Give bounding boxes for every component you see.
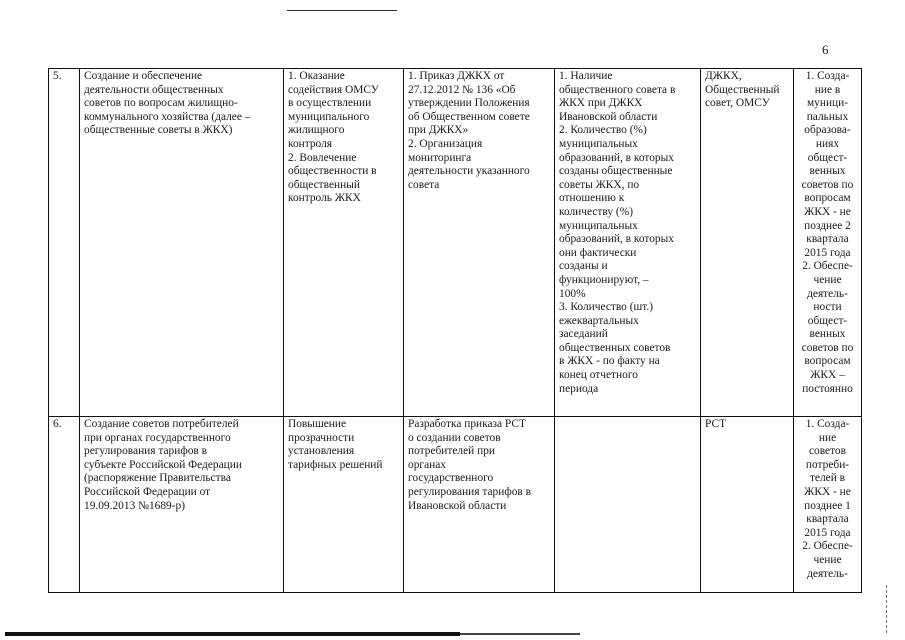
scan-edge-bar [5,632,460,636]
row-number: 5. [49,69,80,417]
scan-edge-bar [460,633,580,635]
top-rule [287,10,397,11]
deadline-cell: 1. Созда- ние советов потреби- телей в ЖКХ - не позднее 1 квартала 2015 года 2. Обеспе- чение деятель- [794,417,862,593]
scan-edge-mark [886,585,888,633]
table-row [49,417,862,593]
measure-cell: Создание и обеспечение деятельности общественных советов по вопросам жилищно- коммунального хозяйства (далее – общественные советы в ЖКХ) [80,69,284,417]
mechanism-cell: 1. Приказ ДЖКХ от 27.12.2012 № 136 «Об утверждении Положения об Общественном совете при ДЖКХ» 2. Организация мониторинга деятельности указанного совета [404,69,555,417]
indicator-cell: 1. Наличие общественного совета в ЖКХ при ДЖКХ Ивановской области 2. Количество (%) муниципальных образований, в которых созданы общественные советы ЖКХ, по отношению к количеству (%) муниципальных образований, в которых они фактически созданы и функционируют, – 100% 3. Количество (шт.) ежеквартальных заседаний общественных советов в ЖКХ - по факту на конец отчетного периода [555,69,701,417]
responsible-cell: РСТ [701,417,794,593]
responsible-cell: ДЖКХ, Общественный совет, ОМСУ [701,69,794,417]
measure-cell: Создание советов потребителей при органах государственного регулирования тарифов в субъекте Российской Федерации (распоряжение Правительства Российской Федерации от 19.09.2013 №1689-р) [80,417,284,593]
row-number: 6. [49,417,80,593]
goal-cell: 1. Оказание содействия ОМСУ в осуществлении муниципального жилищного контроля 2. Вовлечение общественности в общественный контроль ЖКХ [284,69,404,417]
deadline-cell: 1. Созда- ние в муници- пальных образова- ниях общест- венных советов по вопросам ЖКХ - не позднее 2 квартала 2015 года 2. Обеспе- чение деятель- ности общест- венных советов по вопросам ЖКХ – постоянно [794,69,862,417]
indicator-cell [555,417,701,593]
page-number: 6 [822,42,829,57]
table-row [49,69,862,417]
measures-table [48,68,862,593]
mechanism-cell: Разработка приказа РСТ о создании советов потребителей при органах государственного регулирования тарифов в Ивановской области [404,417,555,593]
goal-cell: Повышение прозрачности установления тарифных решений [284,417,404,593]
